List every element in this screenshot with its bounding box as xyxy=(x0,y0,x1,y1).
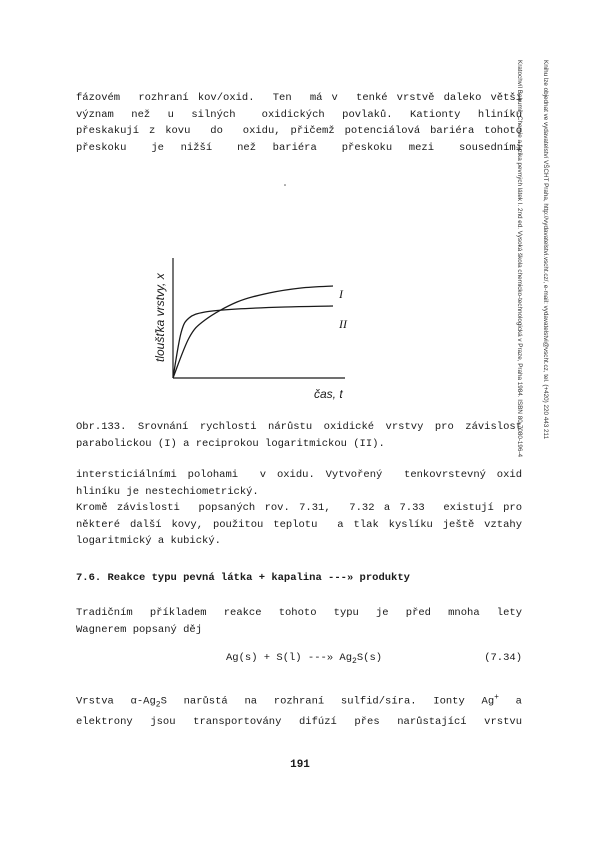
paragraph-4 xyxy=(76,690,522,731)
scan-speck xyxy=(284,184,286,186)
equation-text: S(s) xyxy=(356,652,383,664)
text-line: hliníku je nestechiometrický. xyxy=(76,485,259,498)
series-label-II: II xyxy=(339,317,347,331)
side-note-line: Kratochvíl Bohumil: Chemie a fyzika pevných látek I. 2nd ed. Vysoká škola chemicko-technologická v Praze, Praha 1984. ISBN 80-7080-196-4 xyxy=(516,60,524,458)
text-run: S narůstá na rozhraní sulfid/síra. Ionty Ag xyxy=(160,695,495,708)
text-run: Vrstva α-Ag xyxy=(76,695,156,708)
equation-subscript: 2 xyxy=(352,657,357,667)
y-axis-label: tloušťka vrstvy, x xyxy=(153,273,167,362)
text-line: logaritmický a kubický. xyxy=(76,535,221,547)
text-run: a xyxy=(498,695,522,708)
figure-caption xyxy=(76,419,522,452)
subscript: 2 xyxy=(155,700,161,710)
section-heading: 7.6. Reakce typu pevná látka + kapalina ---» produkty xyxy=(76,572,410,584)
series-label-I: I xyxy=(339,287,343,301)
caption-line: Obr.133. Srovnání rychlosti nárůstu oxidické vrstvy pro závislost xyxy=(76,421,522,433)
text-line: Tradičním příkladem reakce tohoto typu je před mnoha lety xyxy=(76,607,522,619)
text-line: elektrony jsou transportovány difúzí přes narůstající vrstvu xyxy=(76,716,522,729)
text-line: význam než u silných oxidických povlaků. Kationty hliníku xyxy=(76,108,522,121)
series-line-I xyxy=(173,286,333,378)
equation-body xyxy=(226,652,382,666)
side-note-line: Knihu lze objednat ve vydavatelství VŠCHT Praha, http://vydavatelstvi.vscht.cz/, e-mail: vydavatelstvi@vscht.cz, tel. (+420) 220 443 211 xyxy=(542,60,549,440)
text-line: fázovém rozhraní kov/oxid. Ten má v tenké vrstvě daleko větší xyxy=(76,92,522,104)
x-axis-label: čas, t xyxy=(314,387,343,401)
equation-text: Ag(s) + S(l) ---» Ag xyxy=(226,652,353,664)
text-line: intersticiálními polohami v oxidu. Vytvořený tenkovrstevný oxid xyxy=(76,469,522,481)
copyright-side-note xyxy=(507,60,567,457)
text-line: přeskakují z kovu do oxidu, přičemž potenciálová bariéra tohoto xyxy=(76,125,522,137)
paragraph-2 xyxy=(76,467,522,550)
text-line: přeskoku je nižší než bariéra přeskoku mezi sousedními xyxy=(76,141,522,154)
caption-line: parabolickou (I) a reciprokou logaritmickou (II). xyxy=(76,437,385,450)
text-line: Wagnerem popsaný děj xyxy=(76,623,203,636)
equation-number: (7.34) xyxy=(484,652,522,664)
page-number: 191 xyxy=(290,759,310,771)
chart-axes xyxy=(173,258,345,378)
superscript: + xyxy=(494,693,499,702)
text-line xyxy=(76,690,522,714)
paragraph-3 xyxy=(76,605,522,638)
text-line: Kromě závislosti popsaných rov. 7.31, 7.32 a 7.33 existují pro xyxy=(76,502,522,514)
series-line-II xyxy=(173,306,333,378)
text-line: některé další kovy, použitou teplotu a tlak kyslíku ještě vztahy xyxy=(76,518,522,531)
